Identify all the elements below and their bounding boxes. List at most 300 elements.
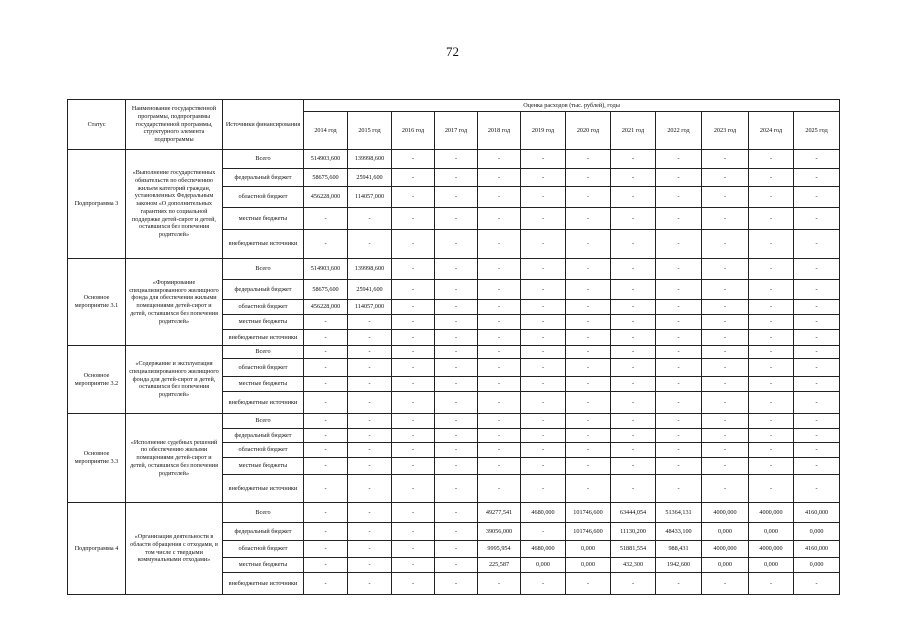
value-cell: - [478, 429, 521, 443]
value-cell: - [304, 208, 348, 230]
value-cell: - [478, 414, 521, 429]
source-cell: внебюджетные источники [223, 330, 304, 346]
value-cell: - [304, 443, 348, 458]
value-cell: - [749, 230, 794, 259]
value-cell: - [611, 573, 656, 595]
value-cell: - [656, 259, 702, 280]
value-cell: - [521, 377, 566, 392]
value-cell: - [749, 429, 794, 443]
value-cell: - [611, 150, 656, 169]
value-cell: 4000,000 [749, 503, 794, 523]
value-cell: - [702, 414, 749, 429]
year-header: 2020 год [566, 112, 611, 150]
value-cell: - [392, 429, 435, 443]
value-cell: - [435, 392, 478, 414]
value-cell: - [521, 300, 566, 315]
value-cell: - [521, 429, 566, 443]
value-cell: - [656, 392, 702, 414]
value-cell: - [749, 414, 794, 429]
value-cell: - [611, 392, 656, 414]
value-cell: - [392, 359, 435, 377]
value-cell: 25941,600 [348, 280, 392, 300]
value-cell: - [702, 443, 749, 458]
value-cell: - [702, 429, 749, 443]
value-cell: 0,000 [521, 558, 566, 573]
value-cell: - [749, 359, 794, 377]
value-cell: 0,000 [749, 523, 794, 541]
value-cell: 63444,054 [611, 503, 656, 523]
value-cell: - [702, 330, 749, 346]
value-cell: - [521, 443, 566, 458]
value-cell: - [392, 187, 435, 208]
year-header: 2018 год [478, 112, 521, 150]
value-cell: - [566, 573, 611, 595]
value-cell: - [348, 458, 392, 475]
value-cell: 139998,600 [348, 150, 392, 169]
value-cell: - [611, 187, 656, 208]
source-cell: областной бюджет [223, 300, 304, 315]
value-cell: - [392, 315, 435, 330]
source-cell: местные бюджеты [223, 558, 304, 573]
value-cell: 225,587 [478, 558, 521, 573]
value-cell: - [656, 150, 702, 169]
value-cell: - [521, 169, 566, 187]
value-cell: - [566, 300, 611, 315]
value-cell: - [656, 573, 702, 595]
program-name-cell: «Выполнение государственных обязательств по обеспечению жильем категорий граждан, установленных Федеральным законом «О дополнительных гарантиях по социальной поддержке детей-сирот и детей, оставшихся без попечения родителей» [126, 150, 223, 259]
value-cell: - [702, 573, 749, 595]
budget-row [68, 346, 840, 359]
value-cell: - [794, 315, 840, 330]
value-cell: - [794, 169, 840, 187]
value-cell: - [521, 208, 566, 230]
value-cell: 9995,954 [478, 541, 521, 558]
value-cell: - [435, 429, 478, 443]
value-cell: - [749, 187, 794, 208]
value-cell: - [304, 315, 348, 330]
value-cell: - [611, 429, 656, 443]
value-cell: - [304, 503, 348, 523]
value-cell: - [702, 392, 749, 414]
value-cell: - [435, 300, 478, 315]
value-cell: - [794, 230, 840, 259]
value-cell: - [435, 443, 478, 458]
year-header: 2019 год [521, 112, 566, 150]
value-cell: - [566, 359, 611, 377]
value-cell: - [702, 458, 749, 475]
value-cell: - [611, 346, 656, 359]
value-cell: - [304, 359, 348, 377]
value-cell: - [794, 414, 840, 429]
value-cell: - [304, 377, 348, 392]
value-cell: - [348, 330, 392, 346]
value-cell: - [478, 443, 521, 458]
value-cell: - [392, 503, 435, 523]
value-cell: - [304, 392, 348, 414]
value-cell: - [521, 280, 566, 300]
value-cell: - [702, 315, 749, 330]
value-cell: - [521, 187, 566, 208]
value-cell: - [304, 458, 348, 475]
value-cell: - [794, 346, 840, 359]
value-cell: - [478, 300, 521, 315]
value-cell: - [611, 377, 656, 392]
value-cell: - [435, 208, 478, 230]
value-cell: 49277,541 [478, 503, 521, 523]
value-cell: - [348, 208, 392, 230]
value-cell: - [702, 230, 749, 259]
value-cell: - [566, 377, 611, 392]
value-cell: - [304, 573, 348, 595]
value-cell: - [392, 208, 435, 230]
source-cell: внебюджетные источники [223, 230, 304, 259]
value-cell: - [392, 169, 435, 187]
year-header: 2016 год [392, 112, 435, 150]
value-cell: 0,000 [794, 558, 840, 573]
value-cell: - [348, 414, 392, 429]
value-cell: - [702, 377, 749, 392]
source-cell: областной бюджет [223, 541, 304, 558]
value-cell: - [392, 280, 435, 300]
value-cell: - [656, 280, 702, 300]
value-cell: 514903,600 [304, 150, 348, 169]
value-cell: - [656, 414, 702, 429]
value-cell: - [304, 541, 348, 558]
value-cell: - [435, 346, 478, 359]
value-cell: - [521, 523, 566, 541]
value-cell: - [348, 315, 392, 330]
value-cell: - [521, 330, 566, 346]
value-cell: 0,000 [702, 523, 749, 541]
value-cell: 25941,600 [348, 169, 392, 187]
value-cell: - [392, 558, 435, 573]
value-cell: - [521, 150, 566, 169]
value-cell: - [566, 443, 611, 458]
value-cell: - [702, 169, 749, 187]
value-cell: - [566, 230, 611, 259]
value-cell: - [435, 315, 478, 330]
value-cell: - [478, 573, 521, 595]
value-cell: - [304, 330, 348, 346]
value-cell: 58675,600 [304, 280, 348, 300]
value-cell: 4680,000 [521, 541, 566, 558]
value-cell: - [566, 150, 611, 169]
header-source: Источники финансирования [223, 100, 304, 150]
value-cell: - [435, 259, 478, 280]
value-cell: - [435, 280, 478, 300]
value-cell: - [702, 150, 749, 169]
value-cell: 0,000 [566, 541, 611, 558]
value-cell: - [749, 150, 794, 169]
value-cell: - [435, 523, 478, 541]
value-cell: - [348, 429, 392, 443]
value-cell: - [392, 259, 435, 280]
year-header: 2023 год [702, 112, 749, 150]
value-cell: - [521, 346, 566, 359]
value-cell: 48433,100 [656, 523, 702, 541]
value-cell: - [478, 187, 521, 208]
source-cell: федеральный бюджет [223, 523, 304, 541]
value-cell: - [521, 392, 566, 414]
value-cell: - [392, 300, 435, 315]
program-name-cell: «Формирование специализированного жилищного фонда для обеспечения жилыми помещениями детей-сирот и детей, оставшихся без попечения родителей» [126, 259, 223, 346]
value-cell: 51364,131 [656, 503, 702, 523]
value-cell: - [656, 300, 702, 315]
value-cell: - [435, 359, 478, 377]
value-cell: - [702, 359, 749, 377]
value-cell: - [611, 458, 656, 475]
value-cell: - [304, 230, 348, 259]
value-cell: - [794, 392, 840, 414]
status-cell: Основное мероприятие 3.1 [68, 259, 126, 346]
value-cell: - [304, 523, 348, 541]
value-cell: - [749, 573, 794, 595]
value-cell: - [749, 475, 794, 503]
year-header: 2025 год [794, 112, 840, 150]
value-cell: - [702, 280, 749, 300]
value-cell: - [611, 169, 656, 187]
value-cell: - [794, 208, 840, 230]
source-cell: федеральный бюджет [223, 429, 304, 443]
source-cell: внебюджетные источники [223, 573, 304, 595]
value-cell: - [794, 377, 840, 392]
value-cell: - [392, 523, 435, 541]
source-cell: Всего [223, 150, 304, 169]
value-cell: - [348, 523, 392, 541]
year-header: 2022 год [656, 112, 702, 150]
value-cell: - [478, 377, 521, 392]
source-cell: местные бюджеты [223, 315, 304, 330]
value-cell: - [392, 475, 435, 503]
value-cell: - [566, 169, 611, 187]
value-cell: - [304, 475, 348, 503]
value-cell: - [702, 208, 749, 230]
value-cell: - [611, 414, 656, 429]
program-name-cell: «Содержание и эксплуатация специализированного жилищного фонда для детей-сирот и детей, оставшихся без попечения родителей» [126, 346, 223, 414]
value-cell: - [749, 443, 794, 458]
value-cell: - [435, 330, 478, 346]
value-cell: - [348, 359, 392, 377]
value-cell: 4160,000 [794, 503, 840, 523]
value-cell: - [566, 208, 611, 230]
source-cell: областной бюджет [223, 187, 304, 208]
value-cell: - [392, 377, 435, 392]
source-cell: Всего [223, 346, 304, 359]
program-name-cell: «Организация деятельности в области обращения с отходами, в том числе с твердыми коммунальными отходами» [126, 503, 223, 595]
value-cell: - [611, 359, 656, 377]
value-cell: - [656, 187, 702, 208]
value-cell: - [794, 330, 840, 346]
value-cell: - [348, 377, 392, 392]
value-cell: 4000,000 [749, 541, 794, 558]
value-cell: - [656, 429, 702, 443]
value-cell: - [435, 475, 478, 503]
value-cell: - [392, 458, 435, 475]
value-cell: 101746,600 [566, 523, 611, 541]
program-name-cell: «Исполнение судебных решений по обеспечению жилыми помещениями детей-сирот и детей, оставшихся без попечения родителей» [126, 414, 223, 503]
value-cell: - [392, 443, 435, 458]
value-cell: - [435, 503, 478, 523]
value-cell: - [435, 558, 478, 573]
value-cell: - [348, 443, 392, 458]
value-cell: 4000,000 [702, 503, 749, 523]
value-cell: - [656, 443, 702, 458]
value-cell: 456228,000 [304, 300, 348, 315]
budget-row [68, 259, 840, 280]
source-cell: областной бюджет [223, 443, 304, 458]
value-cell: - [348, 475, 392, 503]
value-cell: 139998,600 [348, 259, 392, 280]
source-cell: Всего [223, 503, 304, 523]
value-cell: 4000,000 [702, 541, 749, 558]
value-cell: - [521, 414, 566, 429]
value-cell: - [478, 208, 521, 230]
value-cell: - [566, 315, 611, 330]
year-header: 2015 год [348, 112, 392, 150]
value-cell: - [435, 573, 478, 595]
status-cell: Основное мероприятие 3.2 [68, 346, 126, 414]
value-cell: - [435, 187, 478, 208]
value-cell: - [794, 187, 840, 208]
value-cell: - [348, 558, 392, 573]
value-cell: - [478, 230, 521, 259]
value-cell: - [794, 259, 840, 280]
value-cell: - [566, 458, 611, 475]
value-cell: - [794, 359, 840, 377]
value-cell: - [478, 392, 521, 414]
page-number: 72 [446, 44, 459, 59]
value-cell: - [749, 392, 794, 414]
value-cell: - [478, 280, 521, 300]
budget-row [68, 414, 840, 429]
value-cell: - [656, 359, 702, 377]
value-cell: - [702, 259, 749, 280]
source-cell: местные бюджеты [223, 377, 304, 392]
value-cell: 432,300 [611, 558, 656, 573]
value-cell: - [435, 414, 478, 429]
year-header: 2017 год [435, 112, 478, 150]
value-cell: - [304, 346, 348, 359]
value-cell: - [611, 300, 656, 315]
value-cell: - [566, 392, 611, 414]
value-cell: - [478, 359, 521, 377]
value-cell: - [392, 330, 435, 346]
value-cell: - [478, 150, 521, 169]
value-cell: 114057,000 [348, 300, 392, 315]
source-cell: областной бюджет [223, 359, 304, 377]
status-cell: Подпрограмма 4 [68, 503, 126, 595]
value-cell: - [566, 280, 611, 300]
value-cell: - [749, 208, 794, 230]
year-header: 2024 год [749, 112, 794, 150]
value-cell: - [304, 558, 348, 573]
value-cell: - [611, 443, 656, 458]
value-cell: - [749, 300, 794, 315]
value-cell: - [749, 259, 794, 280]
value-cell: - [749, 169, 794, 187]
source-cell: Всего [223, 259, 304, 280]
value-cell: - [656, 458, 702, 475]
value-cell: - [478, 315, 521, 330]
value-cell: - [392, 230, 435, 259]
value-cell: 988,431 [656, 541, 702, 558]
value-cell: - [521, 315, 566, 330]
value-cell: - [348, 230, 392, 259]
value-cell: - [348, 541, 392, 558]
value-cell: - [611, 208, 656, 230]
value-cell: 114057,000 [348, 187, 392, 208]
budget-row [68, 150, 840, 169]
value-cell: - [656, 346, 702, 359]
value-cell: - [435, 150, 478, 169]
budget-row [68, 503, 840, 523]
value-cell: - [611, 315, 656, 330]
value-cell: - [521, 359, 566, 377]
source-cell: внебюджетные источники [223, 475, 304, 503]
value-cell: - [392, 392, 435, 414]
value-cell: - [749, 346, 794, 359]
value-cell: - [348, 346, 392, 359]
source-cell: Всего [223, 414, 304, 429]
value-cell: 58675,600 [304, 169, 348, 187]
value-cell: - [521, 573, 566, 595]
value-cell: - [478, 458, 521, 475]
value-cell: - [478, 330, 521, 346]
source-cell: внебюджетные источники [223, 392, 304, 414]
value-cell: - [435, 458, 478, 475]
value-cell: - [794, 443, 840, 458]
value-cell: - [749, 458, 794, 475]
value-cell: 4680,000 [521, 503, 566, 523]
value-cell: - [478, 475, 521, 503]
value-cell: - [478, 259, 521, 280]
header-estimate: Оценка расходов (тыс. рублей), годы [304, 100, 840, 112]
value-cell: - [435, 377, 478, 392]
value-cell: - [611, 475, 656, 503]
value-cell: 514903,600 [304, 259, 348, 280]
value-cell: - [794, 573, 840, 595]
value-cell: - [435, 169, 478, 187]
value-cell: - [435, 230, 478, 259]
status-cell: Подпрограмма 3 [68, 150, 126, 259]
value-cell: - [521, 259, 566, 280]
value-cell: - [749, 315, 794, 330]
value-cell: - [566, 346, 611, 359]
value-cell: - [611, 230, 656, 259]
value-cell: - [304, 429, 348, 443]
value-cell: - [392, 541, 435, 558]
value-cell: - [566, 187, 611, 208]
value-cell: 456228,000 [304, 187, 348, 208]
value-cell: - [392, 414, 435, 429]
value-cell: - [794, 280, 840, 300]
value-cell: - [611, 259, 656, 280]
value-cell: - [749, 330, 794, 346]
status-cell: Основное мероприятие 3.3 [68, 414, 126, 503]
source-cell: федеральный бюджет [223, 169, 304, 187]
value-cell: - [348, 573, 392, 595]
value-cell: - [521, 458, 566, 475]
source-cell: федеральный бюджет [223, 280, 304, 300]
header-name: Наименование государственной программы, подпрограммы государственной программы, структурного элемента подпрограммы [126, 100, 223, 150]
value-cell: - [749, 280, 794, 300]
value-cell: - [702, 300, 749, 315]
value-cell: - [656, 230, 702, 259]
value-cell: 0,000 [702, 558, 749, 573]
value-cell: - [702, 346, 749, 359]
value-cell: - [794, 150, 840, 169]
year-header: 2014 год [304, 112, 348, 150]
